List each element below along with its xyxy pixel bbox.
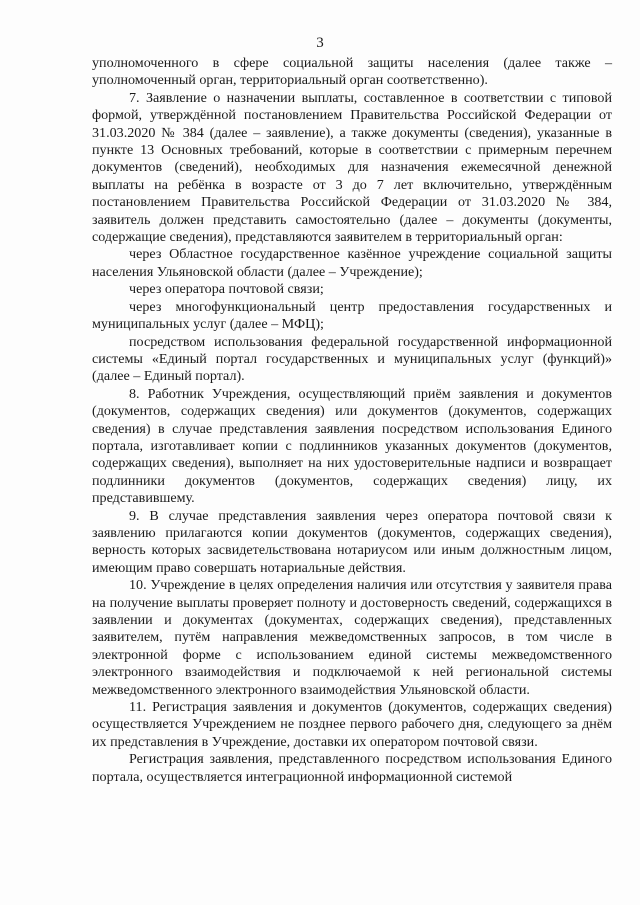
- paragraph-option-postal: через оператора почтовой связи;: [129, 281, 324, 298]
- paragraph-option-institution: через Областное государственное казённое учреждение социальной защиты населения Ульяновской области (далее – Учреждение);: [92, 246, 612, 280]
- paragraph-registration-portal: Регистрация заявления, представленного посредством использования Единого портала, осуществляется интеграционной информационной системой: [92, 751, 612, 785]
- paragraph-continuation: уполномоченного в сфере социальной защиты населения (далее также – уполномоченный орган, территориальный орган соответственно).: [92, 55, 612, 89]
- document-body: [92, 55, 612, 786]
- paragraph-item-7: 7. Заявление о назначении выплаты, составленное в соответствии с типовой формой, утверждённой постановлением Правительства Российской Федерации от 31.03.2020 № 384 (далее – заявление), а также документы (сведения), указанные в пункте 13 Основных требований, которые в соответствии с примерным перечнем документов (сведений), необходимых для назначения ежемесячной денежной выплаты на ребёнка в возрасте от 3 до 7 лет включительно, утверждённым постановлением Правительства Российской Федерации от 31.03.2020 № 384, заявитель должен представить самостоятельно (далее – документы (документы, содержащие сведения), представляются заявителем в территориальный орган:: [92, 89, 612, 246]
- paragraph-item-9: 9. В случае представления заявления через оператора почтовой связи к заявлению прилагаются копии документов (документов, содержащих сведения), верность которых засвидетельствована нотариусом или иным должностным лицом, имеющим право совершать нотариальные действия.: [92, 507, 612, 576]
- page-number: 3: [316, 35, 324, 51]
- paragraph-item-11: 11. Регистрация заявления и документов (документов, содержащих сведения) осуществляется Учреждением не позднее первого рабочего дня, следующего за днём их представления в Учреждение, доставки их оператором почтовой связи.: [92, 699, 612, 750]
- paragraph-option-mfc: через многофункциональный центр предоставления государственных и муниципальных услуг (далее – МФЦ);: [92, 298, 612, 333]
- paragraph-item-8: 8. Работник Учреждения, осуществляющий приём заявления и документов (документов, содержащих сведения) или документов (документов, содержащих сведения) в случае представления заявления посредством использования Единого портала, изготавливает копии с подлинников указанных документов (документов, содержащих сведения), выполняет на них удостоверительные надписи и возвращает подлинники документов (документов, содержащих сведения) лицу, их представившему.: [92, 385, 612, 507]
- paragraph-item-10: 10. Учреждение в целях определения наличия или отсутствия у заявителя права на получение выплаты проверяет полноту и достоверность сведений, содержащихся в заявлении и документах (документах, содержащих сведения), представленных заявителем, путём направления межведомственных запросов, в том числе в электронной форме с использованием единой системы межведомственного электронного взаимодействия и подключаемой к ней региональной системы межведомственного электронного взаимодействия Ульяновской области.: [92, 577, 612, 698]
- paragraph-option-portal: посредством использования федеральной государственной информационной системы «Единый портал государственных и муниципальных услуг (функций)» (далее – Единый портал).: [92, 333, 612, 385]
